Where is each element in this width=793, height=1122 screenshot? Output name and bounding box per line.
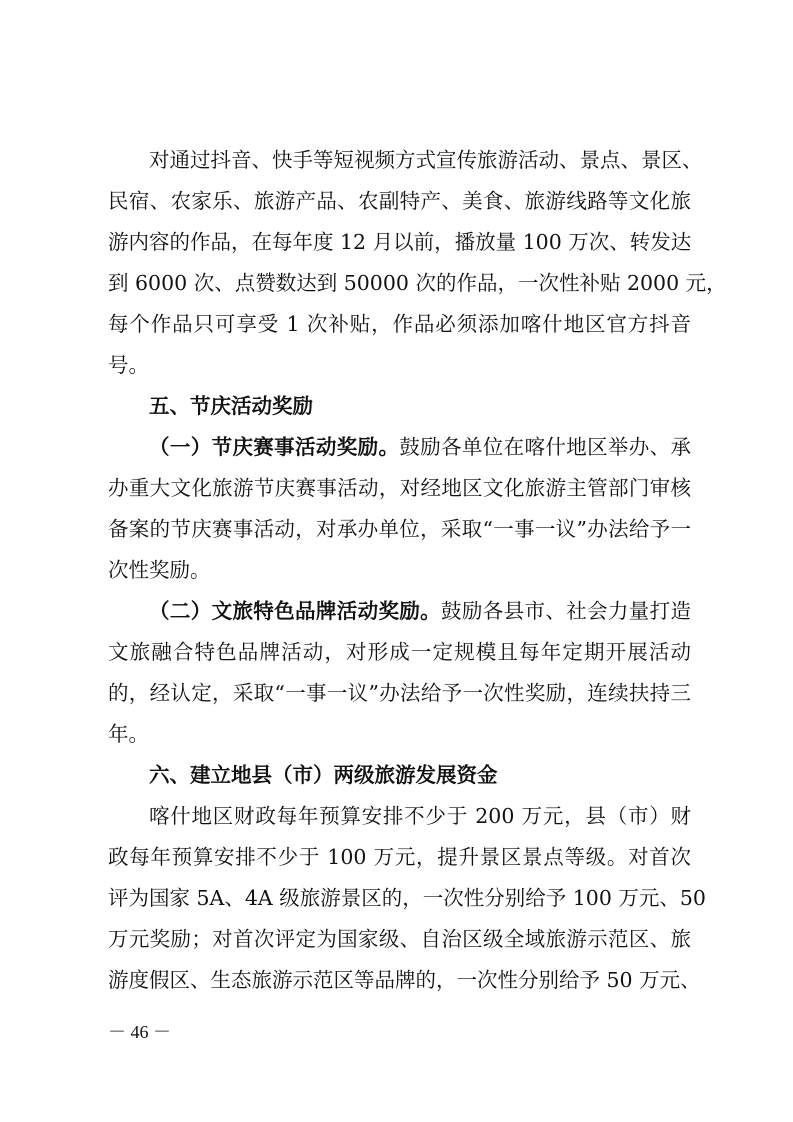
paragraph-line: 次性奖励。 <box>108 558 211 582</box>
paragraph-line: 年。 <box>108 722 149 746</box>
paragraph-line: 号。 <box>108 353 149 377</box>
subsection-text: 鼓励各县市、社会力量打造 <box>441 599 692 623</box>
page-number: － 46 － <box>108 1022 171 1042</box>
paragraph-line: 万元奖励；对首次评定为国家级、自治区级全域旅游示范区、旅 <box>108 927 691 951</box>
paragraph-line: 喀什地区财政每年预算安排不少于 200 万元，县（市）财 <box>149 804 691 828</box>
paragraph-line: 的，经认定，采取“一事一议”办法给予一次性奖励，连续扶持三 <box>108 681 691 705</box>
section-heading: 五、节庆活动奖励 <box>149 394 313 418</box>
paragraph-line: 备案的节庆赛事活动，对承办单位，采取“一事一议”办法给予一 <box>108 517 691 541</box>
paragraph-line: 政每年预算安排不少于 100 万元，提升景区景点等级。对首次 <box>108 845 691 869</box>
paragraph-line: 评为国家 5A、4A 级旅游景区的，一次性分别给予 100 万元、50 <box>108 886 706 910</box>
subsection-line <box>149 429 691 465</box>
subsection-title: （一）节庆赛事活动奖励。 <box>149 435 400 459</box>
paragraph-line: 民宿、农家乐、旅游产品、农副特产、美食、旅游线路等文化旅 <box>108 189 691 213</box>
subsection-line <box>149 593 691 629</box>
paragraph-line: 办重大文化旅游节庆赛事活动，对经地区文化旅游主管部门审核 <box>108 476 691 500</box>
paragraph-line: 每个作品只可享受 1 次补贴，作品必须添加喀什地区官方抖音 <box>108 312 691 336</box>
paragraph-line: 游内容的作品，在每年度 12 月以前，播放量 100 万次、转发达 <box>108 230 692 254</box>
paragraph-line: 文旅融合特色品牌活动，对形成一定规模且每年定期开展活动 <box>108 640 691 664</box>
paragraph-line: 对通过抖音、快手等短视频方式宣传旅游活动、景点、景区、 <box>149 148 703 172</box>
section-heading: 六、建立地县（市）两级旅游发展资金 <box>149 763 498 787</box>
subsection-text: 鼓励各单位在喀什地区举办、承 <box>399 435 692 459</box>
paragraph-line: 游度假区、生态旅游示范区等品牌的，一次性分别给予 50 万元、 <box>108 968 701 992</box>
paragraph-line: 到 6000 次、点赞数达到 50000 次的作品，一次性补贴 2000 元， <box>108 271 727 295</box>
subsection-title: （二）文旅特色品牌活动奖励。 <box>149 599 442 623</box>
